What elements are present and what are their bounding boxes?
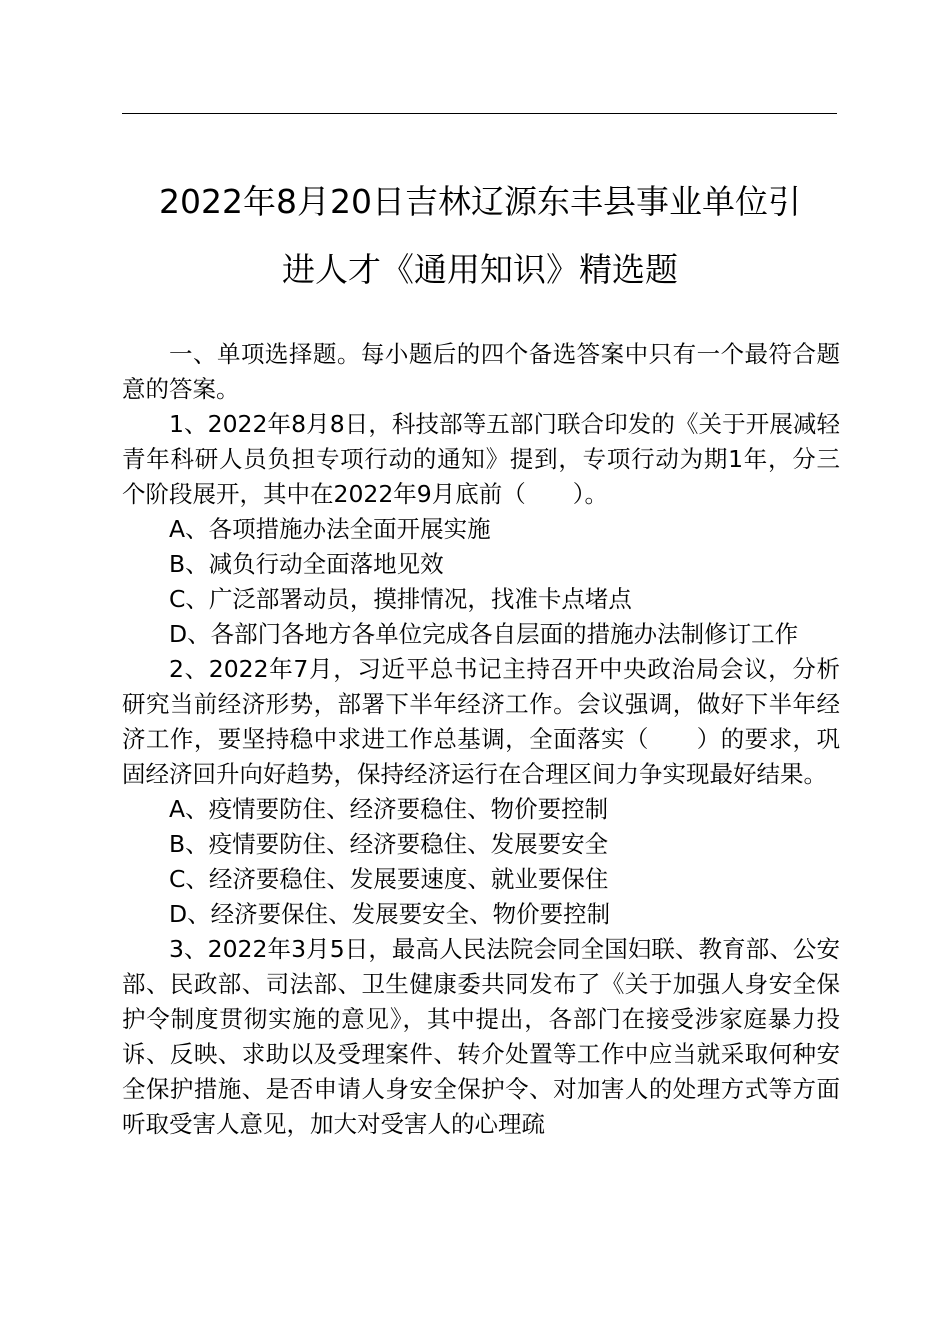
document-body: [122, 337, 840, 1142]
section-heading: 一、单项选择题。每小题后的四个备选答案中只有一个最符合题意的答案。: [122, 340, 840, 403]
title-line-1: 2022年8月20日吉林辽源东丰县事业单位引: [159, 182, 801, 221]
question-1-option-a: A、各项措施办法全面开展实施: [169, 515, 491, 543]
question-2-option-a: A、疫情要防住、经济要稳住、物价要控制: [169, 795, 609, 823]
title-line-2: 进人才《通用知识》精选题: [282, 250, 678, 289]
document-title: [110, 168, 850, 304]
question-2-stem: 2、2022年7月，习近平总书记主持召开中央政治局会议，分析研究当前经济形势，部署下半年经济工作。会议强调，做好下半年经济工作，要坚持稳中求进工作总基调，全面落实（ ）的要求，巩固经济回升向好趋势，保持经济运行在合理区间力争实现最好结果。: [122, 655, 840, 788]
question-1-stem: 1、2022年8月8日，科技部等五部门联合印发的《关于开展减轻青年科研人员负担专项行动的通知》提到，专项行动为期1年，分三个阶段展开，其中在2022年9月底前（ ）。: [122, 410, 840, 508]
question-2-option-c: C、经济要稳住、发展要速度、就业要保住: [169, 865, 609, 893]
question-2-option-d: D、经济要保住、发展要安全、物价要控制: [169, 900, 611, 928]
question-2-option-b: B、疫情要防住、经济要稳住、发展要安全: [169, 830, 609, 858]
question-1-option-d: D、各部门各地方各单位完成各自层面的措施办法制修订工作: [169, 620, 799, 648]
header-rule: [122, 113, 837, 114]
question-1-option-b: B、减负行动全面落地见效: [169, 550, 444, 578]
question-1-option-c: C、广泛部署动员，摸排情况，找准卡点堵点: [169, 585, 632, 613]
question-3-stem: 3、2022年3月5日，最高人民法院会同全国妇联、教育部、公安部、民政部、司法部、卫生健康委共同发布了《关于加强人身安全保护令制度贯彻实施的意见》，其中提出，各部门在接受涉家庭暴力投诉、反映、求助以及受理案件、转介处置等工作中应当就采取何种安全保护措施、是否申请人身安全保护令、对加害人的处理方式等方面听取受害人意见，加大对受害人的心理疏: [122, 935, 840, 1138]
